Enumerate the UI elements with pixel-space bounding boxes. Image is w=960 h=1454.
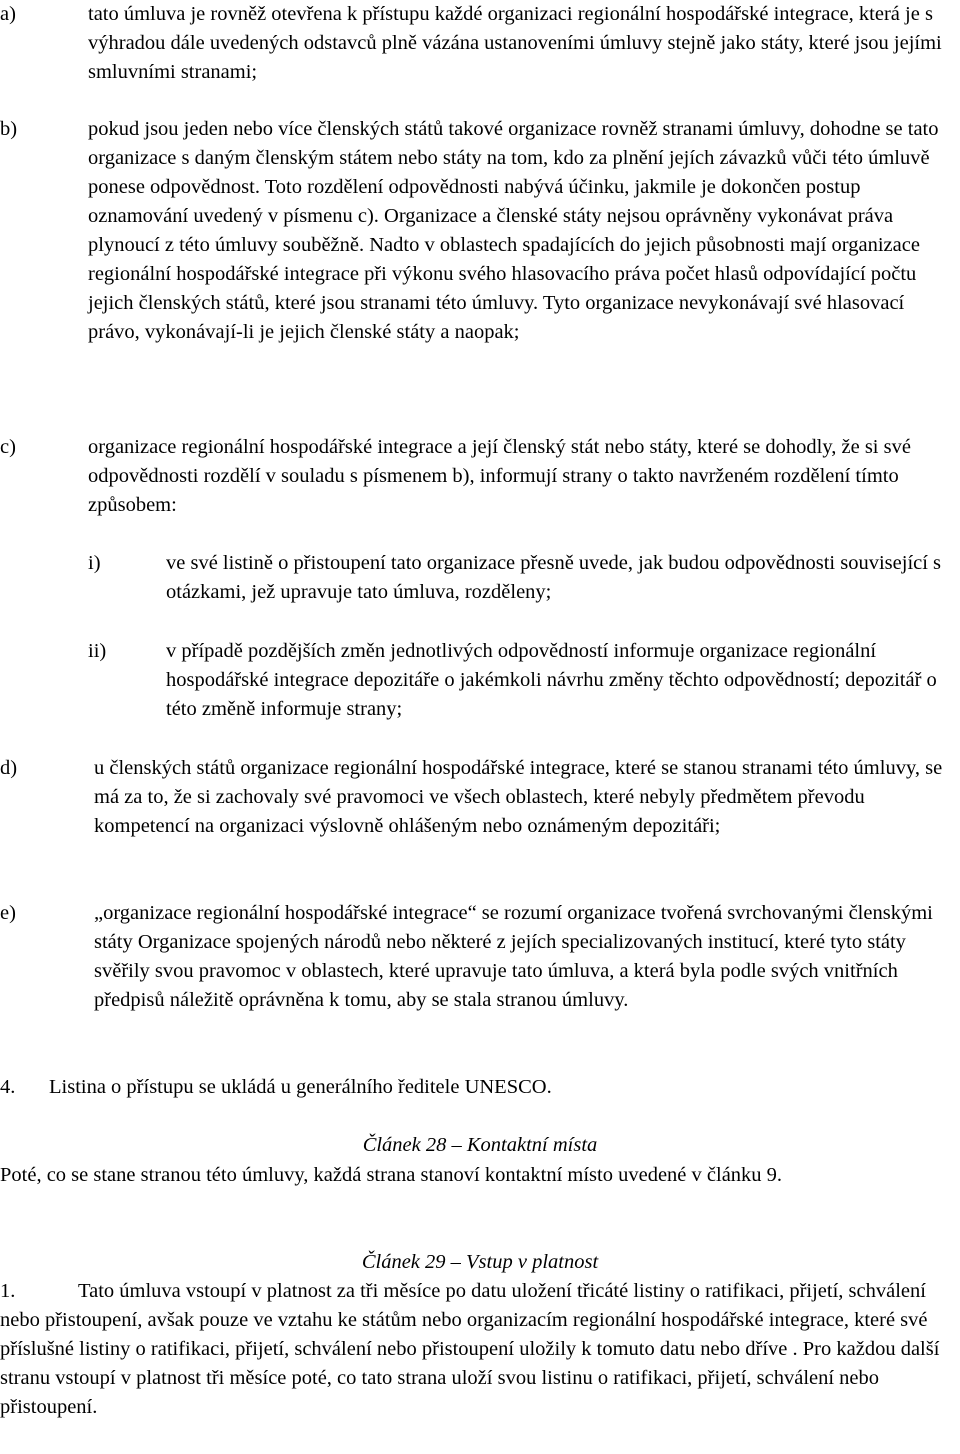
sub-item-i: [88, 549, 960, 609]
article-29-heading: Článek 29 – Vstup v platnost: [361, 1251, 599, 1273]
list-item-e: [0, 899, 960, 1049]
list-item-label: c): [0, 436, 16, 458]
paragraph-text: Tato úmluva vstoupí v platnost za tři měsíce po datu uložení třicáté listiny o ratifikaci, přijetí, schválení nebo přistoupení, avšak pouze ve vztahu ke státům nebo organizacím regionální hospodářské integrace, které své příslušné listiny o ratifikaci, přijetí, schválení nebo přistoupení uložily k tomuto datu nebo dříve . Pro každou další stranu vstoupí v platnost tři měsíce poté, co tato strana uloží svou listinu o ratifikaci, přijetí, schválení nebo přistoupení.: [0, 1280, 940, 1418]
list-item-label: a): [0, 3, 16, 25]
paragraph-4: [0, 1073, 960, 1103]
paragraph-number: 1.: [0, 1280, 16, 1302]
article-29-paragraph-1: [0, 1277, 960, 1454]
list-item-text: organizace regionální hospodářské integrace a její členský stát nebo státy, které se dohodly, že si své odpovědnosti rozdělí v souladu s písmenem b), informují strany o takto navrženém rozdělení tímto způsobem:: [88, 436, 911, 516]
list-item-label: d): [0, 757, 18, 779]
list-item-text: tato úmluva je rovněž otevřena k přístupu každé organizaci regionální hospodářské integrace, která je s výhradou dále uvedených odstavců plně vázána ustanoveními úmluvy stejně jako státy, které jsou jejími smluvními stranami;: [88, 3, 942, 83]
sub-item-text: ve své listině o přistoupení tato organizace přesně uvede, jak budou odpovědnosti související s otázkami, jež upravuje tato úmluva, rozděleny;: [166, 552, 942, 603]
article-28-text: Poté, co se stane stranou této úmluvy, každá strana stanoví kontaktní místo uvedené v článku 9.: [0, 1164, 783, 1186]
paragraph-number: 4.: [0, 1076, 16, 1098]
sub-item-label: ii): [88, 640, 107, 662]
article-29-text: [0, 1277, 960, 1422]
list-item-d: [0, 754, 960, 874]
sub-item-ii: [88, 637, 960, 727]
list-item-c: [0, 433, 960, 523]
list-item-text: „organizace regionální hospodářské integrace“ se rozumí organizace tvořená svrchovanými členskými státy Organizace spojených národů nebo některé z jejích specializovaných institucí, které tyto státy svěřily svou pravomoc v oblastech, které upravuje tato úmluva, a která byla podle svých vnitřních předpisů náležitě oprávněna k tomu, aby se stala stranou úmluvy.: [94, 902, 933, 1011]
list-item-text: pokud jsou jeden nebo více členských států takové organizace rovněž stranami úmluvy, dohodne se tato organizace s daným členským státem nebo státy na tom, kdo za plnění jejích závazků vůči této úmluvě ponese odpovědnost. Toto rozdělení odpovědnosti nabývá účinku, jakmile je dokončen postup oznamování uvedený v písmenu c). Organizace a členské státy nejsou oprávněny vykonávat práva plynoucí z této úmluvy souběžně. Nadto v oblastech spadajících do jejich působnosti mají organizace regionální hospodářské integrace při výkonu svého hlasovacího práva počet hlasů odpovídající počtu jejich členských států, které jsou stranami této úmluvy. Tyto organizace nevykonávají své hlasovací právo, vykonávají-li je jejich členské státy a naopak;: [88, 118, 939, 343]
list-item-a: [0, 0, 960, 90]
list-item-b: [0, 115, 960, 405]
list-item-text: u členských států organizace regionální hospodářské integrace, které se stanou stranami této úmluvy, se má za to, že si zachovaly své pravomoci ve všech oblastech, které nebyly předmětem převodu kompetencí na organizaci výslovně ohlášeným nebo oznámeným depozitáři;: [94, 757, 943, 837]
list-item-label: b): [0, 118, 18, 140]
sub-item-label: i): [88, 552, 101, 574]
paragraph-text: Listina o přístupu se ukládá u generálního ředitele UNESCO.: [49, 1076, 552, 1098]
list-item-label: e): [0, 902, 16, 924]
sub-item-text: v případě pozdějších změn jednotlivých odpovědností informuje organizace regionální hospodářské integrace depozitáře o jakémkoli návrhu změny těchto odpovědností; depozitář o této změně informuje strany;: [166, 640, 937, 720]
article-28-heading: Článek 28 – Kontaktní místa: [362, 1134, 598, 1156]
